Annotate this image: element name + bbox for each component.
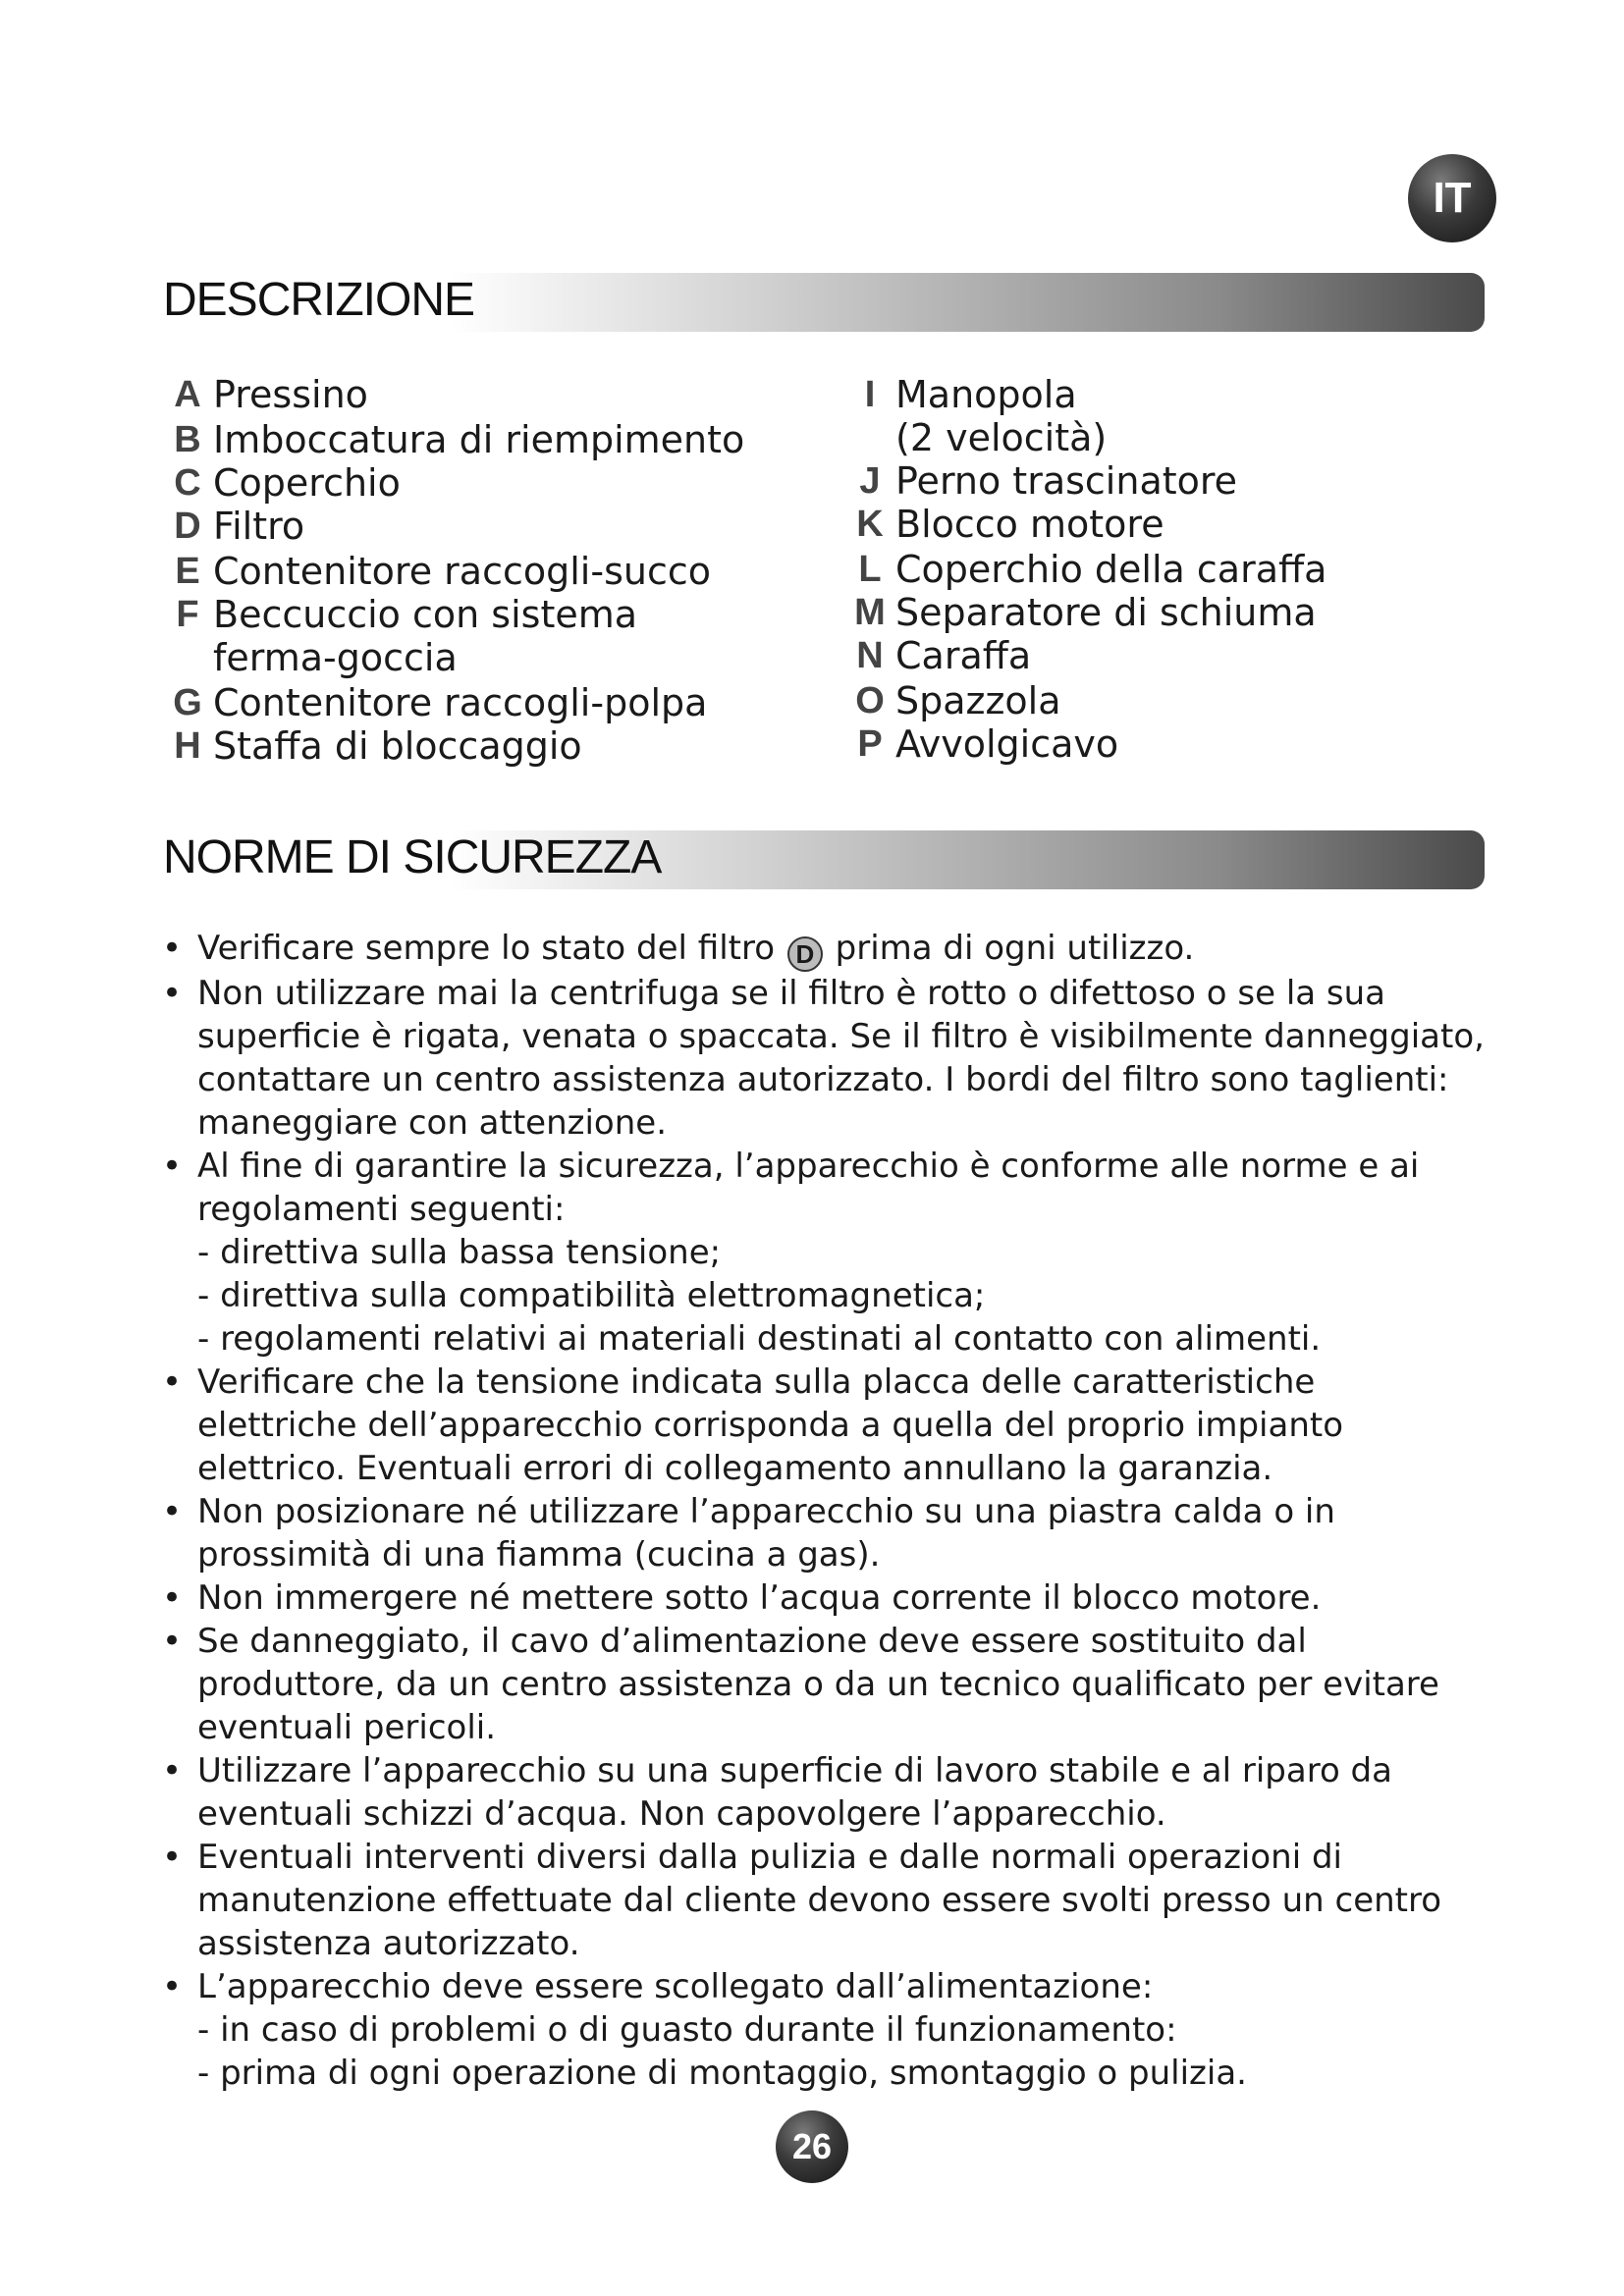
part-label: Staffa di bloccaggio bbox=[213, 724, 582, 768]
part-letter: L bbox=[858, 549, 882, 590]
list-item bbox=[162, 1836, 1497, 1965]
page-number-badge: 26 bbox=[776, 2110, 848, 2183]
sub-item: - direttiva sulla bassa tensione; bbox=[197, 1233, 722, 1272]
part-letter: A bbox=[174, 374, 201, 415]
language-badge: IT bbox=[1408, 154, 1496, 242]
list-item bbox=[162, 972, 1497, 1145]
part-label: Separatore di schiuma bbox=[895, 591, 1317, 634]
part-letter: B bbox=[174, 419, 201, 460]
list-item bbox=[844, 459, 1434, 503]
part-label: Contenitore raccogli-polpa bbox=[213, 681, 708, 724]
list-item bbox=[844, 634, 1434, 677]
list-item bbox=[844, 503, 1434, 546]
part-letter: N bbox=[856, 635, 884, 676]
list-item bbox=[844, 548, 1434, 591]
part-letter: H bbox=[174, 725, 201, 767]
part-d-marker-icon: D bbox=[787, 936, 823, 972]
part-letter: F bbox=[176, 594, 199, 635]
part-label: Contenitore raccogli-succo bbox=[213, 550, 711, 593]
part-letter: K bbox=[856, 504, 884, 545]
bullet: • bbox=[162, 1578, 183, 1618]
list-item bbox=[844, 679, 1434, 722]
sub-item: - prima di ogni operazione di montaggio, smontaggio o pulizia. bbox=[197, 2054, 1247, 2093]
list-item bbox=[162, 373, 849, 416]
part-label: Caraffa bbox=[895, 634, 1032, 677]
bullet: • bbox=[162, 929, 183, 968]
bullet: • bbox=[162, 1967, 183, 2006]
part-label: Perno trascinatore bbox=[895, 459, 1238, 503]
rule-text: Al fine di garantire la sicurezza, l’apparecchio è conforme alle norme e ai regolamenti seguenti: bbox=[197, 1147, 1420, 1229]
list-item bbox=[162, 681, 849, 724]
list-item bbox=[162, 1361, 1497, 1490]
part-letter: G bbox=[173, 682, 202, 723]
part-label: Spazzola bbox=[895, 679, 1061, 722]
bullet: • bbox=[162, 1622, 183, 1661]
part-label: Beccuccio con sistema ferma-goccia bbox=[213, 593, 638, 679]
rule-text: L’apparecchio deve essere scollegato dall’alimentazione: bbox=[197, 1967, 1154, 2006]
list-item bbox=[162, 1576, 1497, 1620]
rule-text: Non utilizzare mai la centrifuga se il filtro è rotto o difettoso o se la sua superficie è rigata, venata o spaccata. Se il filtro è visibilmente danneggiato, contattare un centro assistenza autorizzato. I bordi del filtro sono taglienti: maneggiare con attenzione. bbox=[197, 974, 1485, 1143]
parts-list-right bbox=[844, 373, 1434, 766]
rule-text-part: prima di ogni utilizzo. bbox=[824, 929, 1195, 968]
part-letter: J bbox=[859, 460, 881, 502]
part-letter: E bbox=[175, 551, 200, 592]
bullet: • bbox=[162, 1362, 183, 1402]
bullet: • bbox=[162, 1838, 183, 1877]
part-letter: M bbox=[854, 592, 886, 633]
list-item bbox=[162, 1620, 1497, 1749]
rule-text: Verificare che la tensione indicata sulla placca delle caratteristiche elettriche dell’apparecchio corrisponda a quella del proprio impianto elettrico. Eventuali errori di collegamento annullano la garanzia. bbox=[197, 1362, 1344, 1488]
part-letter: O bbox=[855, 680, 885, 721]
rule-text-part: Verificare sempre lo stato del filtro bbox=[197, 929, 785, 968]
rule-text: Se danneggiato, il cavo d’alimentazione deve essere sostituito dal produttore, da un centro assistenza o da un tecnico qualificato per evitare eventuali pericoli. bbox=[197, 1622, 1439, 1747]
part-label: Avvolgicavo bbox=[895, 722, 1119, 766]
list-item bbox=[162, 724, 849, 768]
list-item bbox=[162, 1749, 1497, 1836]
descrizione-title: DESCRIZIONE bbox=[163, 274, 475, 326]
bullet: • bbox=[162, 974, 183, 1013]
rule-text: Non posizionare né utilizzare l’apparecchio su una piastra calda o in prossimità di una fiamma (cucina a gas). bbox=[197, 1492, 1335, 1575]
part-label: Imboccatura di riempimento bbox=[213, 418, 745, 461]
part-letter: I bbox=[864, 374, 876, 415]
rule-text: Eventuali interventi diversi dalla pulizia e dalle normali operazioni di manutenzione effettuate dal cliente devono essere svolti presso un centro assistenza autorizzato. bbox=[197, 1838, 1442, 1963]
list-item bbox=[162, 461, 849, 505]
list-item bbox=[162, 1965, 1497, 2008]
bullet: • bbox=[162, 1147, 183, 1186]
part-label: Blocco motore bbox=[895, 503, 1164, 546]
list-item bbox=[162, 927, 1497, 972]
list-item bbox=[162, 593, 849, 679]
part-label: Coperchio della caraffa bbox=[895, 548, 1327, 591]
rule-text: Utilizzare l’apparecchio su una superficie di lavoro stabile e al riparo da eventuali schizzi d’acqua. Non capovolgere l’apparecchio. bbox=[197, 1751, 1392, 1834]
part-letter: D bbox=[174, 506, 201, 547]
part-label: Pressino bbox=[213, 373, 368, 416]
part-letter: P bbox=[857, 723, 883, 765]
part-label: Coperchio bbox=[213, 461, 401, 505]
sub-item: - direttiva sulla compatibilità elettromagnetica; bbox=[197, 1276, 986, 1315]
list-item bbox=[844, 722, 1434, 766]
part-label: Filtro bbox=[213, 505, 305, 548]
bullet: • bbox=[162, 1751, 183, 1790]
list-item bbox=[844, 591, 1434, 634]
list-item bbox=[162, 550, 849, 593]
bullet: • bbox=[162, 1492, 183, 1531]
part-letter: C bbox=[174, 462, 201, 504]
part-label: Manopola (2 velocità) bbox=[895, 373, 1108, 459]
list-item bbox=[162, 505, 849, 548]
norme-title: NORME DI SICUREZZA bbox=[163, 831, 662, 883]
rule-text bbox=[197, 927, 1497, 972]
sub-item: - regolamenti relativi ai materiali destinati al contatto con alimenti. bbox=[197, 1319, 1322, 1359]
list-item bbox=[162, 418, 849, 461]
rule-text: Non immergere né mettere sotto l’acqua corrente il blocco motore. bbox=[197, 1578, 1322, 1618]
list-item bbox=[162, 1145, 1497, 1231]
list-item bbox=[162, 1490, 1497, 1576]
sub-item: - in caso di problemi o di guasto durante il funzionamento: bbox=[197, 2010, 1177, 2050]
safety-rules-list bbox=[162, 927, 1497, 2095]
list-item bbox=[844, 373, 1434, 459]
parts-list-left bbox=[162, 373, 849, 768]
